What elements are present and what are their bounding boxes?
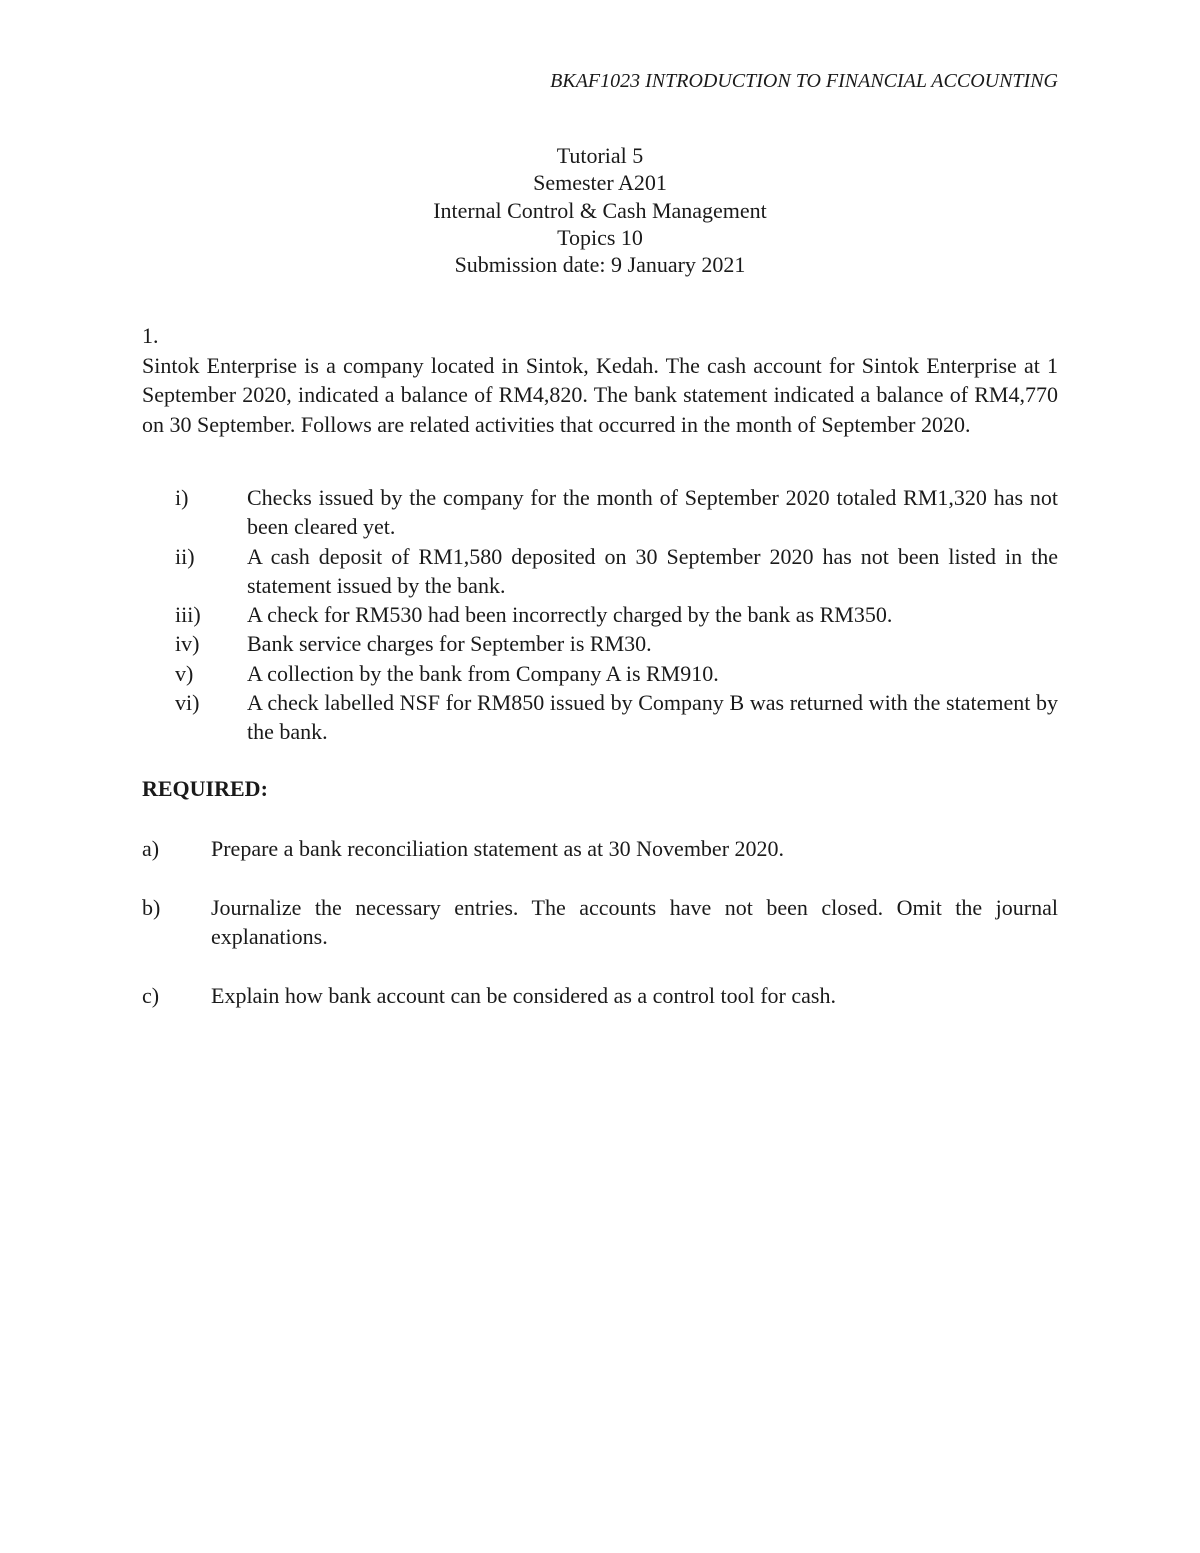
item-number: v): [175, 660, 194, 686]
tutorial-title: Tutorial 5: [556, 143, 644, 168]
task-number: c): [142, 982, 160, 1008]
task-text: Journalize the necessary entries. The accounts have not been closed. Omit the journal explanations.: [211, 894, 1058, 950]
task-list: [142, 834, 1058, 1040]
title-block: [0, 142, 1200, 278]
task-number: b): [142, 894, 161, 920]
item-text: A collection by the bank from Company A is RM910.: [247, 660, 719, 686]
running-header: BKAF1023 INTRODUCTION TO FINANCIAL ACCOUNTING: [550, 70, 1058, 92]
topics-line: Topics 10: [557, 224, 643, 250]
task-item: [142, 893, 1058, 952]
question-number: 1.: [142, 323, 159, 348]
item-number: iii): [175, 602, 201, 628]
item-text: A check for RM530 had been incorrectly charged by the bank as RM350.: [247, 602, 893, 628]
task-text: Explain how bank account can be considered as a control tool for cash.: [211, 982, 836, 1008]
task-number: a): [142, 836, 160, 861]
item-text: A check labelled NSF for RM850 issued by Company B was returned with the statement by the bank.: [247, 690, 1058, 745]
list-item: [142, 542, 1058, 601]
item-text: Checks issued by the company for the month of September 2020 totaled RM1,320 has not been cleared yet.: [247, 485, 1058, 540]
item-number: i): [175, 485, 189, 510]
list-item: [142, 659, 1058, 688]
item-text: A cash deposit of RM1,580 deposited on 30 September 2020 has not been listed in the statement issued by the bank.: [247, 543, 1058, 598]
item-number: iv): [175, 631, 200, 657]
submission-date: Submission date: 9 January 2021: [454, 252, 746, 278]
item-text: Bank service charges for September is RM30.: [247, 631, 652, 657]
list-item: [142, 688, 1058, 747]
required-heading: REQUIRED:: [142, 776, 268, 801]
item-number: vi): [175, 690, 200, 716]
item-number: ii): [175, 543, 195, 569]
semester-line: Semester A201: [533, 170, 667, 196]
task-item: [142, 834, 1058, 863]
list-item: [142, 483, 1058, 542]
task-item: [142, 981, 1058, 1010]
task-text: Prepare a bank reconciliation statement as at 30 November 2020.: [211, 836, 785, 861]
topic-title: Internal Control & Cash Management: [433, 197, 767, 223]
list-item: [142, 600, 1058, 629]
list-item: [142, 629, 1058, 658]
question-intro: Sintok Enterprise is a company located in Sintok, Kedah. The cash account for Sintok Enterprise at 1 September 2020, indicated a balance of RM4,820. The bank statement indicated a balance of RM4,770 on 30 September. Follows are related activities that occurred in the month of September 2020.: [142, 353, 1058, 437]
activity-list: [142, 483, 1058, 747]
